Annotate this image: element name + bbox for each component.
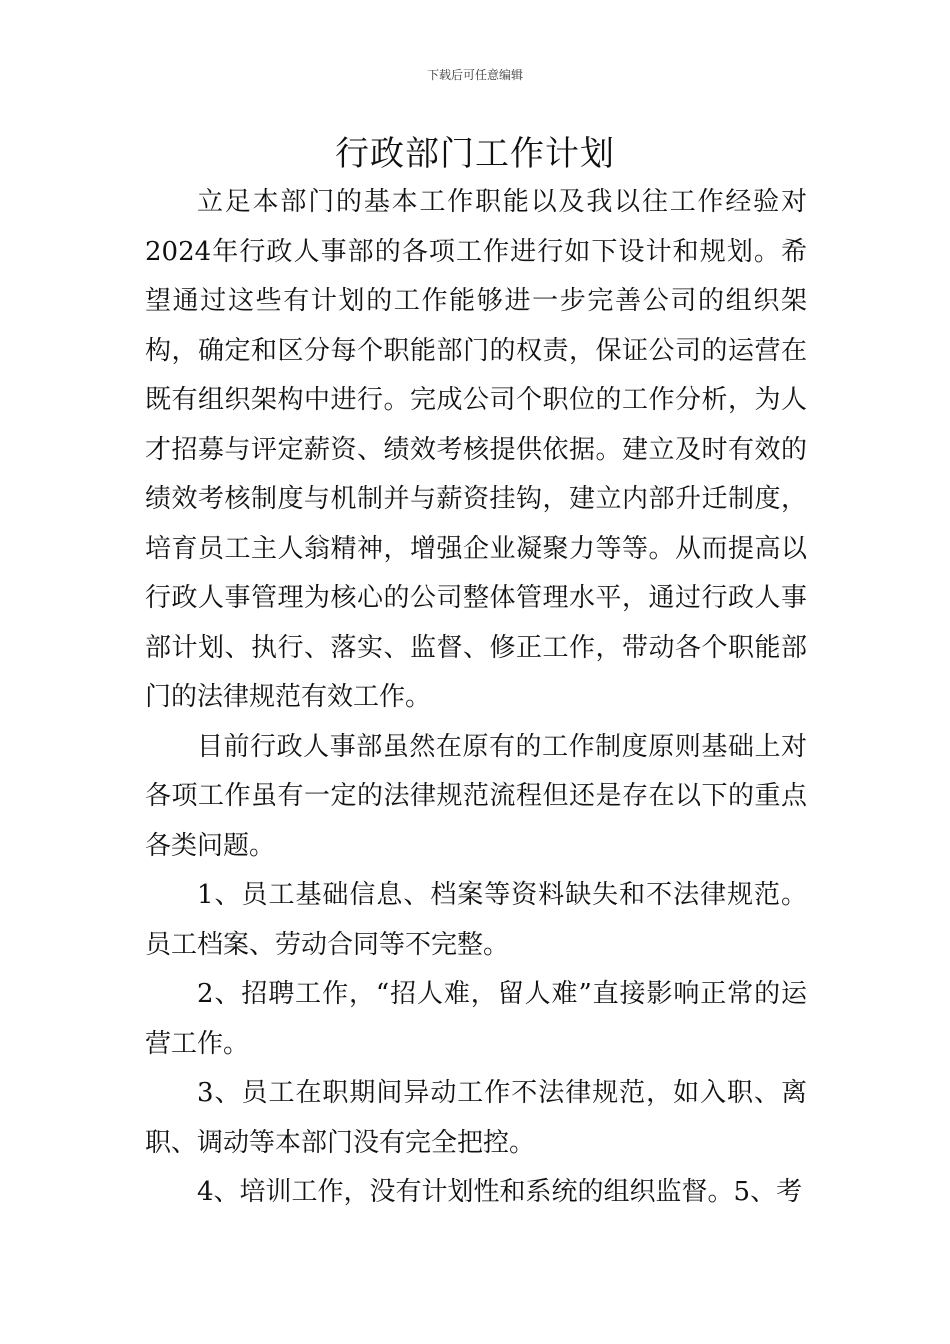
paragraph-issue-3: 3、员工在职期间异动工作不法律规范，如入职、离职、调动等本部门没有完全把控。 xyxy=(145,1078,807,1158)
document-body xyxy=(145,178,807,1218)
header-note: 下载后可任意编辑 xyxy=(426,68,523,82)
paragraph-issue-4: 4、培训工作，没有计划性和系统的组织监督。5、考 xyxy=(197,1177,803,1207)
document-title: 行政部门工作计划 xyxy=(335,134,615,174)
paragraph-current-issues: 目前行政人事部虽然在原有的工作制度原则基础上对各项工作虽有一定的法律规范流程但还是存在以下的重点各类问题。 xyxy=(145,731,807,861)
paragraph-issue-2: 2、招聘工作，“招人难，留人难”直接影响正常的运营工作。 xyxy=(145,979,807,1059)
paragraph-intro: 立足本部门的基本工作职能以及我以往工作经验对2024年行政人事部的各项工作进行如下设计和规划。希望通过这些有计划的工作能够进一步完善公司的组织架构，确定和区分每个职能部门的权责，保证公司的运营在既有组织架构中进行。完成公司个职位的工作分析，为人才招募与评定薪资、绩效考核提供依据。建立及时有效的绩效考核制度与机制并与薪资挂钩，建立内部升迁制度，培育员工主人翁精神，增强企业凝聚力等等。从而提高以行政人事管理为核心的公司整体管理水平，通过行政人事部计划、执行、落实、监督、修正工作，带动各个职能部门的法律规范有效工作。 xyxy=(145,187,807,712)
paragraph-issue-1: 1、员工基础信息、档案等资料缺失和不法律规范。员工档案、劳动合同等不完整。 xyxy=(145,880,807,960)
